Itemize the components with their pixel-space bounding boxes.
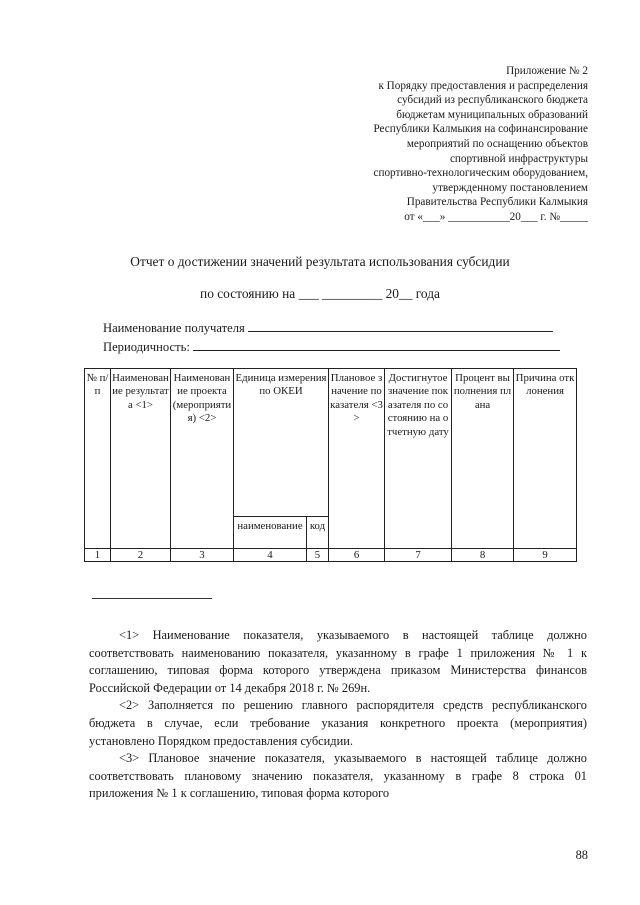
page-number: 88 (575, 848, 588, 862)
footnote-1: <1> Наименование показателя, указываемого в настоящей таблице должно соответствовать наименованию показателя, указанному в графе 1 приложения № 1 к соглашению, типовая форма которого утверждена приказом Министерства финансов Российской Федерации от 14 декабря 2018 г. № 269н. (89, 628, 587, 695)
footnotes (89, 627, 587, 803)
appendix-line: Правительства Республики Калмыкия (406, 196, 588, 209)
header-planned: Плановое значение показателя <3> (329, 369, 385, 549)
appendix-line: бюджетам муниципальных образований (396, 108, 588, 121)
appendix-line: субсидий из республиканского бюджета (397, 94, 588, 107)
header-project-name: Наименование проекта (мероприятия) <2> (171, 369, 234, 549)
appendix-header (288, 64, 588, 225)
column-number: 2 (111, 549, 171, 562)
column-number: 3 (171, 549, 234, 562)
column-number: 5 (307, 549, 329, 562)
appendix-line: спортивно-технологическим оборудованием, (373, 167, 588, 180)
column-number: 1 (85, 549, 111, 562)
header-num: № п/п (85, 369, 111, 549)
column-number: 7 (385, 549, 452, 562)
periodicity-label: Периодичность: (103, 340, 190, 354)
periodicity-line (193, 339, 560, 351)
report-as-of: по состоянию на ___ _________ 20__ года (200, 286, 440, 301)
header-percent: Процент выполнения плана (452, 369, 514, 549)
header-unit-code: код (307, 517, 329, 549)
header-unit: Единица измерения по ОКЕИ (234, 369, 329, 517)
header-unit-name: наименование (234, 517, 307, 549)
appendix-line: от «___» ___________20___ г. №_____ (404, 210, 588, 223)
report-title: Отчет о достижении значений результата использования субсидии (130, 254, 510, 269)
recipient-line (248, 320, 553, 332)
footnote-divider (92, 598, 212, 599)
column-number: 4 (234, 549, 307, 562)
periodicity-field (103, 339, 560, 355)
appendix-line: мероприятий по оснащению объектов (406, 137, 588, 150)
appendix-line: Республики Калмыкия на софинансирование (373, 123, 588, 136)
appendix-line: Приложение № 2 (506, 65, 588, 77)
column-number: 9 (514, 549, 577, 562)
appendix-line: спортивной инфраструктуры (449, 152, 588, 165)
header-reason: Причина отклонения (514, 369, 577, 549)
appendix-line: к Порядку предоставления и распределения (378, 79, 588, 92)
footnote-3: <3> Плановое значение показателя, указываемого в настоящей таблице должно соответствовать плановому значению показателя, указанному в графе 8 строка 01 приложения № 1 к соглашению, типовая форма которого (89, 751, 587, 801)
report-table (84, 368, 577, 562)
header-achieved: Достигнутое значение показателя по состоянию на отчетную дату (385, 369, 452, 549)
recipient-field (103, 320, 553, 336)
column-number: 6 (329, 549, 385, 562)
header-result-name: Наименование результата <1> (111, 369, 171, 549)
recipient-label: Наименование получателя (103, 321, 245, 335)
appendix-line: утвержденному постановлением (432, 181, 588, 194)
column-number: 8 (452, 549, 514, 562)
footnote-2: <2> Заполняется по решению главного распорядителя средств республиканского бюджета в случае, если требование указания конкретного проекта (мероприятия) установлено Порядком предоставления субсидии. (89, 698, 587, 748)
